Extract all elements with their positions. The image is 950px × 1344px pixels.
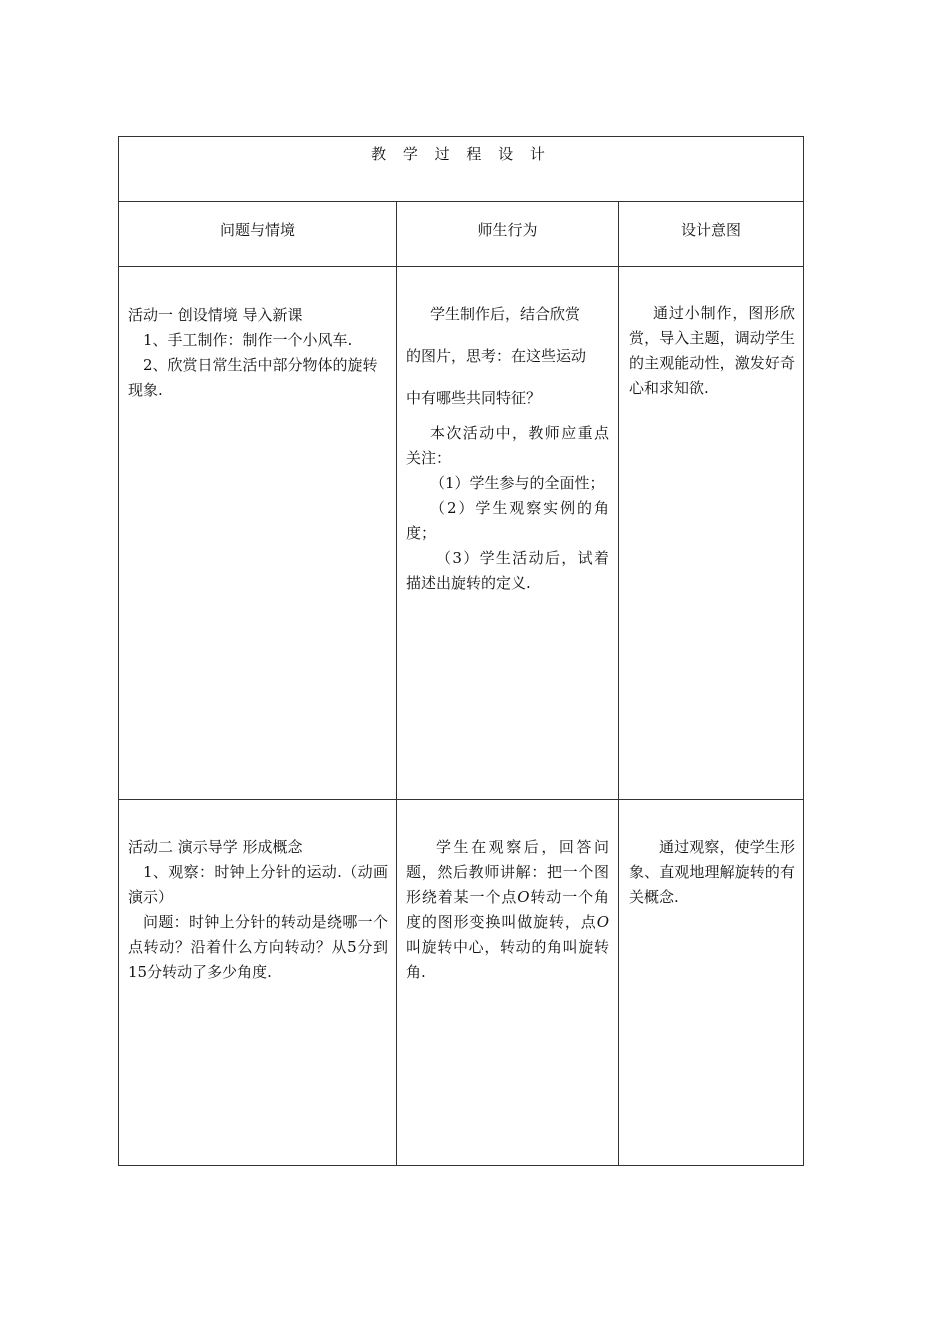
header-cell-behavior: [397, 202, 619, 267]
activity2-behavior-part-b: 转动一个角度的图形变换叫做旋转，点: [406, 888, 609, 931]
activity1-intent-text: 通过小制作，图形欣赏，导入主题，调动学生的主观能动性，激发好奇心和求知欲.: [629, 304, 795, 397]
activity1-focus-3: （3）学生活动后，试着描述出旋转的定义.: [406, 549, 609, 592]
activity1-item1: 1、手工制作：制作一个小风车.: [143, 331, 353, 349]
activity2-behavior-part-a: 学生在观察后，回答问题，然后教师讲解：把一个图形绕着某一个点: [406, 838, 609, 906]
table-title-row: [119, 137, 804, 202]
activity1-focus-2: （2）学生观察实例的角度；: [406, 499, 609, 542]
header-behavior: 师生行为: [477, 220, 538, 239]
activity1-behavior-intro: [406, 293, 609, 419]
activity1-behavior-line1: 学生制作后，结合欣赏: [430, 305, 581, 323]
header-situation: 问题与情境: [219, 220, 295, 239]
activity2-question: 问题：时钟上分针的转动是绕哪一个点转动？沿着什么方向转动？从5分到15分转动了多少角度.: [128, 913, 388, 981]
table-title-cell: [119, 137, 804, 202]
activity2-behavior-cell: [397, 800, 619, 1166]
activity2-behavior-part-c: 叫旋转中心，转动的角叫旋转角.: [406, 938, 609, 981]
activity1-intent-cell: [619, 267, 804, 800]
table-row: [119, 800, 804, 1166]
activity1-behavior-line2: 的图片，思考：在这些运动: [406, 347, 587, 365]
table-title: 教 学 过 程 设 计: [371, 145, 551, 163]
activity1-behavior-line3: 中有哪些共同特征？: [406, 389, 542, 407]
activity2-behavior-text: [406, 835, 609, 985]
activity1-item2: 2、欣赏日常生活中部分物体的旋转现象.: [128, 356, 378, 399]
point-o-label: O: [596, 913, 609, 931]
teaching-process-table: [118, 136, 804, 1166]
activity1-title: 活动一 创设情境 导入新课: [128, 306, 303, 324]
header-cell-situation: [119, 202, 397, 267]
activity1-focus-intro: 本次活动中，教师应重点关注：: [406, 424, 609, 467]
point-o-label: O: [517, 888, 530, 906]
activity1-behavior-cell: [397, 267, 619, 800]
activity2-situation-cell: [119, 800, 397, 1166]
table-header-row: [119, 202, 804, 267]
activity2-item1: 1、观察：时钟上分针的运动.（动画演示）: [128, 863, 388, 906]
activity2-intent-cell: [619, 800, 804, 1166]
activity1-behavior-focus: [406, 421, 609, 596]
activity2-title: 活动二 演示导学 形成概念: [128, 838, 303, 856]
table-row: [119, 267, 804, 800]
activity2-intent-text: 通过观察，使学生形象、直观地理解旋转的有关概念.: [629, 838, 795, 906]
header-intent: 设计意图: [680, 220, 741, 239]
activity1-focus-1: （1）学生参与的全面性；: [430, 474, 605, 492]
activity1-situation-cell: [119, 267, 397, 800]
header-cell-intent: [619, 202, 804, 267]
